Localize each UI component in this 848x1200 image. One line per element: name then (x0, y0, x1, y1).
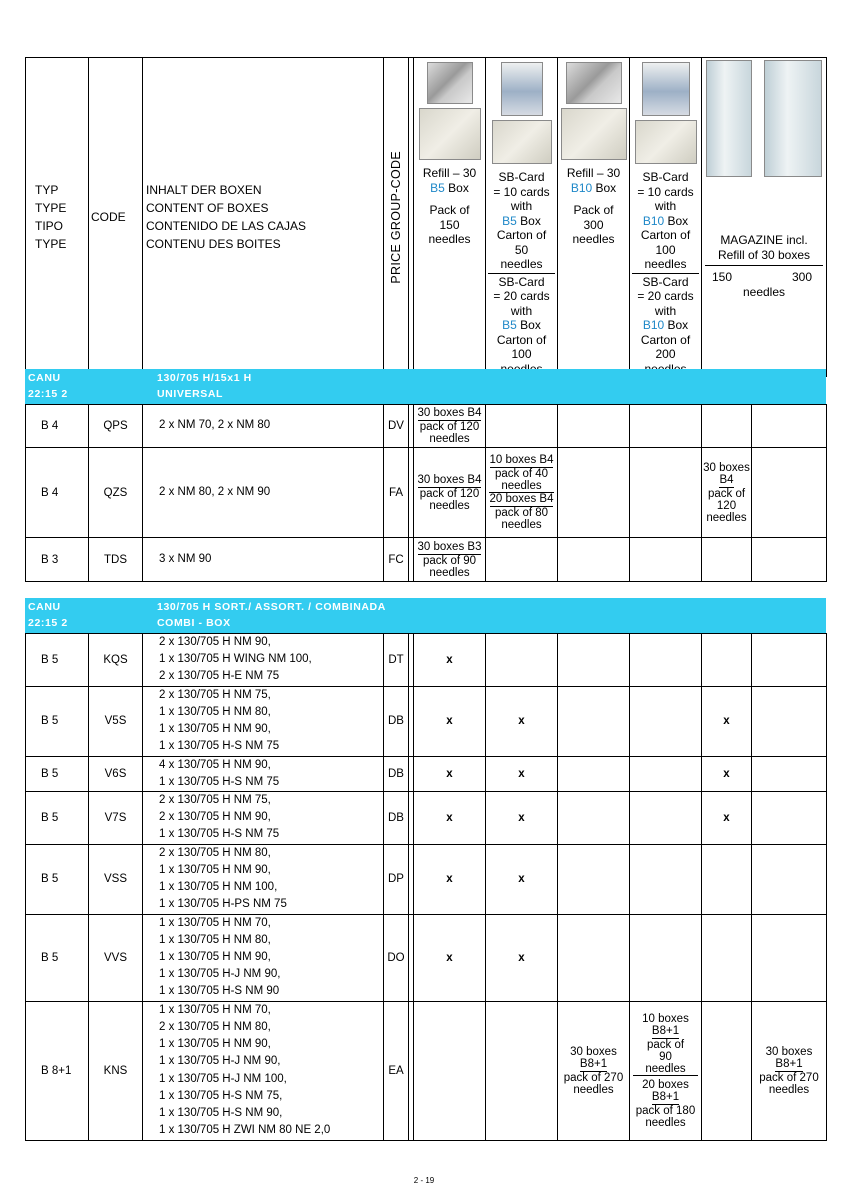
availability-mark: x (414, 756, 486, 791)
canu-number: 22:15 2 (28, 617, 68, 629)
code-header: CODE (89, 58, 143, 377)
magazine-300-cell: 30 boxes B8+1 pack of 270 needles (752, 1001, 827, 1140)
magazine-image (764, 60, 822, 177)
availability-mark: x (414, 792, 486, 845)
section-title: 130/705 H SORT./ ASSORT. / COMBINADA (157, 601, 386, 613)
canu-label: CANU (28, 372, 61, 384)
availability-mark: x (414, 686, 486, 756)
carton-image (635, 120, 697, 164)
needle-card-image (642, 62, 690, 116)
content-label-es: CONTENIDO DE LAS CAJAS (146, 219, 307, 233)
table-row: B 5 V6S 4 x 130/705 H NM 90, 1 x 130/705 H-S NM 75 DB x x x (26, 756, 827, 791)
canu-label: CANU (28, 601, 61, 613)
section-subtitle: UNIVERSAL (157, 388, 224, 400)
refill-b5-cell: 30 boxes B3 pack of 90 needles (414, 538, 486, 582)
availability-mark: x (702, 756, 752, 791)
refill-b10-header: Refill – 30 B10 Box Pack of 300 needles (558, 58, 630, 377)
carton-image (492, 120, 552, 164)
page-number: 2 - 19 (413, 1176, 435, 1185)
typ-label-en: TYPE (35, 201, 67, 215)
refill-box-image (561, 108, 627, 160)
combi-box-table (25, 633, 827, 1141)
price-group-header (384, 58, 409, 377)
typ-label-de: TYP (35, 183, 59, 197)
section-band-universal (25, 369, 826, 404)
typ-label-fr: TYPE (35, 237, 67, 251)
header-table (25, 57, 827, 377)
refill-box-image (419, 108, 481, 160)
sb-card-b5-header: SB-Card = 10 cards with B5 Box Carton of 50 needles SB-Card = 20 cards with B5 Box Carton of 100 (486, 58, 558, 377)
section-title: 130/705 H/15x1 H (157, 372, 252, 384)
needle-pack-image (427, 62, 473, 104)
universal-table (25, 404, 827, 582)
availability-mark: x (486, 756, 558, 791)
table-row: B 5 VVS 1 x 130/705 H NM 70, 1 x 130/705 H NM 80, 1 x 130/705 H NM 90, 1 x 130/705 H-J NM 90, 1 x 130/705 H-S NM 90 DO x x (26, 914, 827, 1001)
typ-header (26, 58, 89, 377)
availability-mark: x (486, 792, 558, 845)
table-row: B 4 QZS 2 x NM 80, 2 x NM 90 FA 30 boxes B4 pack of 120 needles 10 boxes B4 pack of 40 needles 20 boxes B4 pack of 80 needles 30 boxes B4 pack of 120 needles (26, 448, 827, 538)
price-group-label: PRICE GROUP-CODE (389, 150, 403, 284)
table-row: B 5 V7S 2 x 130/705 H NM 75, 2 x 130/705 H NM 90, 1 x 130/705 H-S NM 75 DB x x x (26, 792, 827, 845)
sb-card-b5-cell: 10 boxes B4 pack of 40 needles 20 boxes B4 pack of 80 needles (486, 448, 558, 538)
table-row: B 8+1 KNS 1 x 130/705 H NM 70, 2 x 130/705 H NM 80, 1 x 130/705 H NM 90, 1 x 130/705 H-J NM 90, 1 x 130/705 H-J NM 100, 1 x 130/705 H-S NM 75, 1 x 130/705 H-S NM 90, 1 x 130/705 H ZWI NM 80 NE 2,0 EA 30 boxes B8+1 pack of 270 needles 10 boxes B8+1 pack of 90 needles 20 boxes B8+1 pack of 180 needles 30 boxes B8+1 pack of 270 needles (26, 1001, 827, 1140)
refill-b5-header: Refill – 30 B5 Box Pack of 150 needles (414, 58, 486, 377)
magazine-title: MAGAZINE incl. (720, 233, 808, 247)
table-row: B 3 TDS 3 x NM 90 FC 30 boxes B3 pack of 90 needles (26, 538, 827, 582)
section-band-combi-box (25, 598, 826, 633)
magazine-header: MAGAZINE incl. Refill of 30 boxes 150 300 needles (702, 58, 827, 377)
table-row: B 5 KQS 2 x 130/705 H NM 90, 1 x 130/705 H WING NM 100, 2 x 130/705 H-E NM 75 DT x (26, 634, 827, 687)
table-row: B 5 VSS 2 x 130/705 H NM 80, 1 x 130/705 H NM 90, 1 x 130/705 H NM 100, 1 x 130/705 H-PS NM 75 DP x x (26, 844, 827, 914)
magazine-150-cell: 30 boxes B4 pack of 120 needles (702, 448, 752, 538)
needle-card-image (501, 62, 543, 116)
availability-mark: x (486, 914, 558, 1001)
availability-mark: x (702, 686, 752, 756)
content-header (143, 58, 384, 377)
refill-b10-cell: 30 boxes B8+1 pack of 270 needles (558, 1001, 630, 1140)
sb-card-b10-cell: 10 boxes B8+1 pack of 90 needles 20 boxes B8+1 pack of 180 needles (630, 1001, 702, 1140)
canu-number: 22:15 2 (28, 388, 68, 400)
refill-b5-cell: 30 boxes B4 pack of 120 needles (414, 405, 486, 448)
availability-mark: x (486, 686, 558, 756)
content-label-de: INHALT DER BOXEN (146, 183, 262, 197)
availability-mark: x (486, 844, 558, 914)
availability-mark: x (702, 792, 752, 845)
availability-mark: x (414, 844, 486, 914)
magazine-subtitle: Refill of 30 boxes (717, 247, 811, 262)
section-subtitle: COMBI - BOX (157, 617, 231, 629)
table-row: B 4 QPS 2 x NM 70, 2 x NM 80 DV 30 boxes B4 pack of 120 needles (26, 405, 827, 448)
typ-label-es: TIPO (35, 219, 64, 233)
table-row: B 5 V5S 2 x 130/705 H NM 75, 1 x 130/705 H NM 80, 1 x 130/705 H NM 90, 1 x 130/705 H-S NM 75 DB x x x (26, 686, 827, 756)
refill-b5-cell: 30 boxes B4 pack of 120 needles (414, 448, 486, 538)
content-label-en: CONTENT OF BOXES (146, 201, 269, 215)
content-label-fr: CONTENU DES BOITES (146, 237, 281, 251)
availability-mark: x (414, 914, 486, 1001)
availability-mark: x (414, 634, 486, 687)
needle-pack-image (566, 62, 622, 104)
sb-card-b10-header: SB-Card = 10 cards with B10 Box Carton of 100 needles SB-Card = 20 cards with B10 Box Carton of 200 (630, 58, 702, 377)
magazine-image (706, 60, 752, 177)
